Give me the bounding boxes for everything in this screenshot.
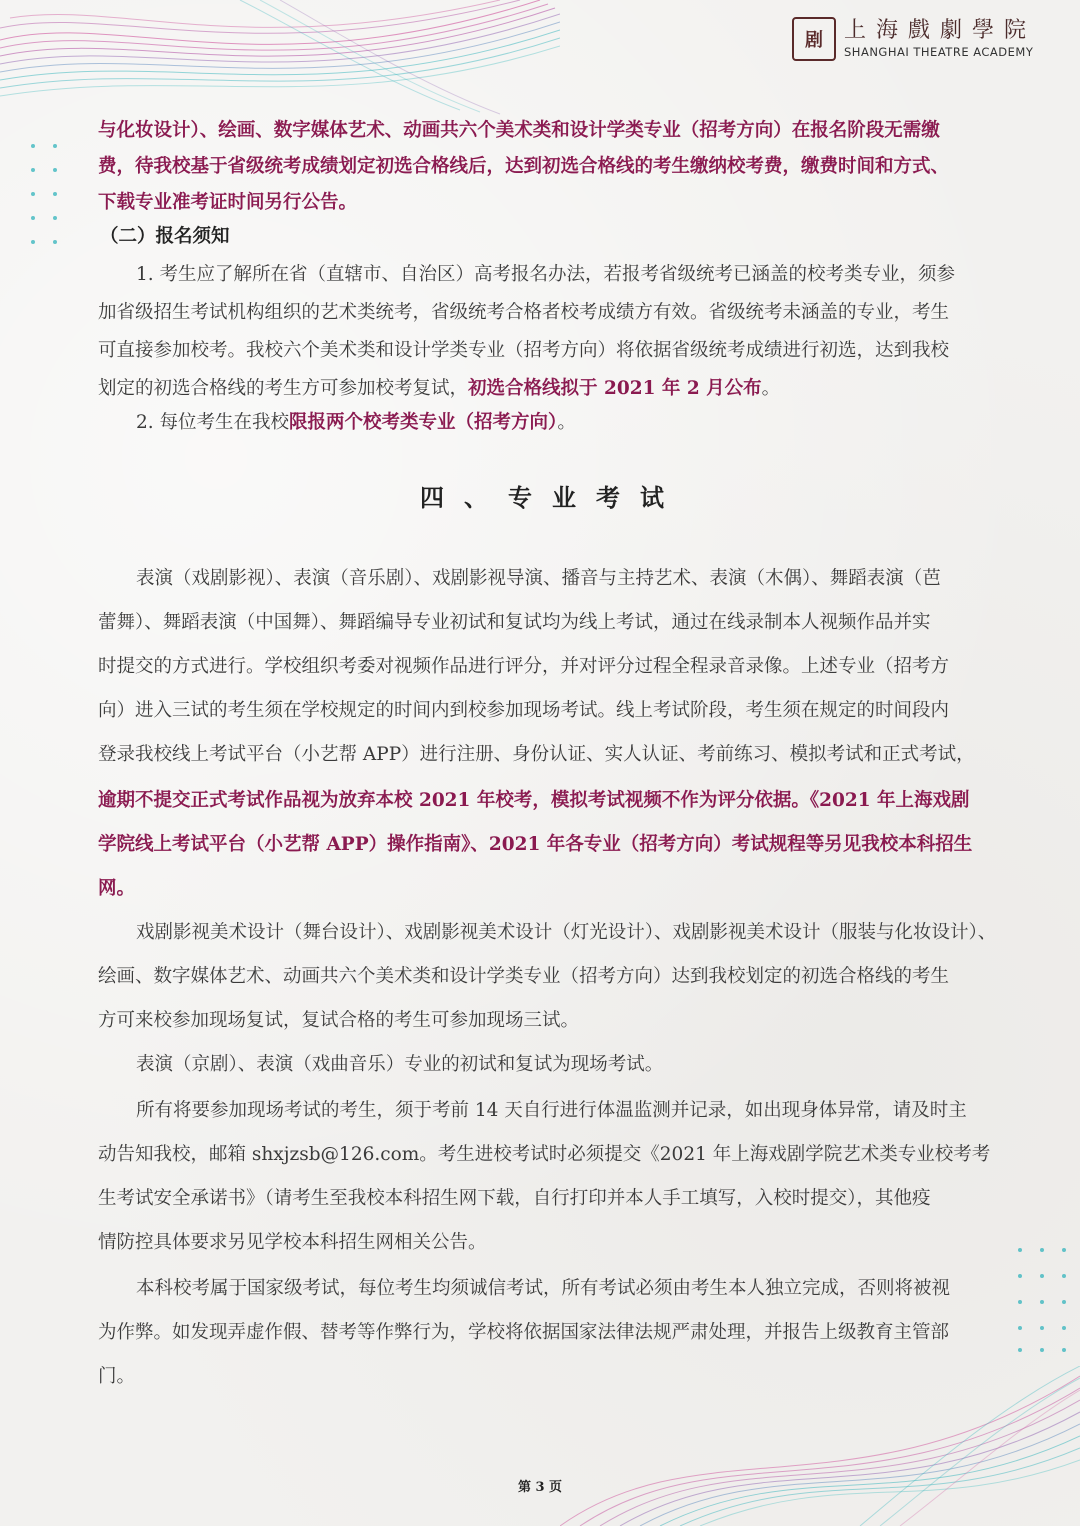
wave-decoration-bottom: [560, 1366, 1080, 1526]
paragraph-line: 方可来校参加现场复试，复试合格的考生可参加现场三试。: [98, 1010, 580, 1031]
paragraph-line: 下载专业准考证时间另行公告。: [98, 192, 358, 213]
paragraph-line: 登录我校线上考试平台（小艺帮 APP）进行注册、身份认证、实人认证、考前练习、模拟考试和正式考试，: [98, 744, 975, 765]
logo-english-name: SHANGHAI THEATRE ACADEMY: [844, 45, 1034, 59]
paragraph-line: 与化妆设计）、绘画、数字媒体艺术、动画共六个美术类和设计学类专业（招考方向）在报名阶段无需缴: [98, 120, 940, 141]
dot-grid-right: [1016, 1246, 1072, 1356]
paragraph-line: 蕾舞）、舞蹈表演（中国舞）、舞蹈编导专业初试和复试均为线上考试，通过在线录制本人视频作品并实: [98, 612, 931, 633]
paragraph-line: 1. 考生应了解所在省（直辖市、自治区）高考报名办法，若报考省级统考已涵盖的校考类专业，须参: [136, 264, 956, 285]
paragraph-line: 所有将要参加现场考试的考生，须于考前 14 天自行进行体温监测并记录，如出现身体异常，请及时主: [136, 1100, 967, 1121]
page-number: 第 3 页: [517, 1480, 563, 1495]
paragraph-line: 戏剧影视美术设计（舞台设计）、戏剧影视美术设计（灯光设计）、戏剧影视美术设计（服装与化妆设计）、: [136, 922, 997, 943]
paragraph-line: 动告知我校，邮箱 shxjzsb@126.com。考生进校考试时必须提交《2021 年上海戏剧学院艺术类专业校考考: [98, 1144, 991, 1165]
paragraph-line: 表演（京剧）、表演（戏曲音乐）专业的初试和复试为现场考试。: [136, 1054, 664, 1075]
paragraph-line: 2. 每位考生在我校限报两个校考类专业（招考方向）。: [136, 412, 576, 433]
paragraph-line: 费，待我校基于省级统考成绩划定初选合格线后，达到初选合格线的考生缴纳校考费，缴费时间和方式、: [98, 156, 950, 177]
paragraph-line: 情防控具体要求另见学校本科招生网相关公告。: [98, 1232, 487, 1253]
wave-decoration-top: [0, 0, 560, 120]
section-heading: 四、专业考试: [420, 483, 684, 512]
paragraph-line: 绘画、数字媒体艺术、动画共六个美术类和设计学类专业（招考方向）达到我校划定的初选合格线的考生: [98, 966, 950, 987]
section-subtitle: （二）报名须知: [100, 226, 230, 247]
paragraph-line: 加省级招生考试机构组织的艺术类统考，省级统考合格者校考成绩方有效。省级统考未涵盖的专业，考生: [98, 302, 950, 323]
paragraph-line: 向）进入三试的考生须在学校规定的时间内到校参加现场考试。线上考试阶段，考生须在规定的时间段内: [98, 700, 950, 721]
paragraph-line: 划定的初选合格线的考生方可参加校考复试，初选合格线拟于 2021 年 2 月公布。: [98, 378, 781, 399]
paragraph-line: 网。: [98, 878, 136, 899]
paragraph-line: 时提交的方式进行。学校组织考委对视频作品进行评分，并对评分过程全程录音录像。上述专业（招考方: [98, 656, 950, 677]
dot-grid-left: [30, 142, 60, 252]
academy-logo: [792, 14, 1052, 64]
paragraph-line: 学院线上考试平台（小艺帮 APP）操作指南》、2021 年各专业（招考方向）考试规程等另见我校本科招生: [98, 834, 973, 855]
paragraph-line: 生考试安全承诺书》（请考生至我校本科招生网下载，自行打印并本人手工填写，入校时提交），其他疫: [98, 1188, 931, 1209]
paragraph-line: 表演（戏剧影视）、表演（音乐剧）、戏剧影视导演、播音与主持艺术、表演（木偶）、舞蹈表演（芭: [136, 568, 941, 589]
paragraph-line: 逾期不提交正式考试作品视为放弃本校 2021 年校考，模拟考试视频不作为评分依据。《2021 年上海戏剧: [98, 790, 970, 811]
academy-emblem-icon: 剧: [792, 17, 836, 61]
paragraph-line: 门。: [98, 1366, 136, 1387]
paragraph-line: 为作弊。如发现弄虚作假、替考等作弊行为，学校将依据国家法律法规严肃处理，并报告上级教育主管部: [98, 1322, 950, 1343]
paragraph-line: 可直接参加校考。我校六个美术类和设计学类专业（招考方向）将依据省级统考成绩进行初选，达到我校: [98, 340, 950, 361]
logo-chinese-name: 上海戲劇學院: [844, 18, 1037, 43]
paragraph-line: 本科校考属于国家级考试，每位考生均须诚信考试，所有考试必须由考生本人独立完成，否则将被视: [136, 1278, 951, 1299]
